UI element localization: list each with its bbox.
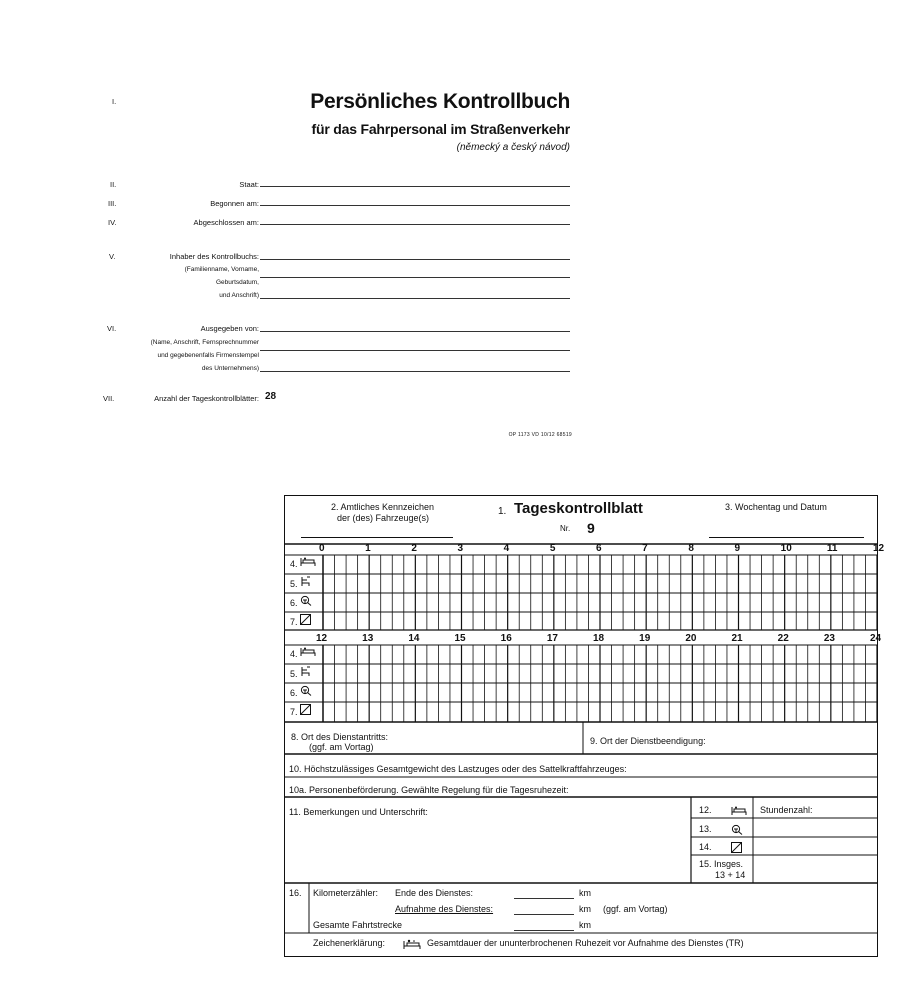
field-15-label: 15. Insges. — [699, 859, 744, 869]
roman-numeral: V. — [109, 252, 116, 261]
hour-label: 0 — [319, 543, 325, 554]
odometer-total-line[interactable] — [514, 930, 574, 931]
field-line-staat[interactable] — [260, 186, 570, 187]
row-number: 7. — [290, 617, 298, 627]
hour-label: 2 — [411, 543, 417, 554]
roman-numeral: VII. — [103, 394, 115, 403]
odometer-title: Kilometerzähler: — [313, 888, 379, 898]
row-number: 7. — [290, 707, 298, 717]
field-hint: (Familienname, Vorname, — [184, 266, 259, 273]
field-hint: und Anschrift) — [219, 292, 259, 299]
row-number: 6. — [290, 598, 298, 608]
field-hint: des Unternehmens) — [201, 365, 259, 372]
grid-row-label — [290, 557, 316, 569]
field-8-hint: (ggf. am Vortag) — [309, 742, 374, 752]
hour-label: 8 — [688, 543, 694, 554]
page-subtitle: für das Fahrpersonal im Straßenverkehr — [311, 121, 570, 137]
hour-label: 19 — [639, 633, 651, 644]
field-label-inhaber: Inhaber des Kontrollbuchs: — [169, 252, 259, 261]
page-title: Persönliches Kontrollbuch — [310, 90, 570, 113]
steering-wheel-icon — [298, 598, 313, 608]
hour-label: 21 — [731, 633, 743, 644]
bed-icon — [298, 649, 317, 659]
sheet-title: Tageskontrollblatt — [514, 500, 643, 517]
hours-count-label: Stundenzahl: — [760, 805, 813, 815]
hour-label: 18 — [593, 633, 605, 644]
roman-numeral: III. — [108, 199, 117, 208]
work-box-icon — [298, 707, 312, 717]
row-number: 4. — [290, 649, 298, 659]
hour-label: 12 — [873, 543, 885, 554]
hour-label: 9 — [734, 543, 741, 554]
field-line-inhaber[interactable] — [260, 277, 570, 278]
legend-label: Zeichenerklärung: — [313, 938, 386, 948]
odometer-prev-hint: (ggf. am Vortag) — [603, 904, 668, 914]
field-10a-label: 10a. Personenbeförderung. Gewählte Regelung für die Tagesruhezeit: — [289, 785, 569, 795]
nr-label: Nr. — [560, 524, 571, 533]
field-label-anzahl: Anzahl der Tageskontrollblätter: — [154, 394, 259, 403]
hour-label: 10 — [780, 543, 792, 554]
hour-label: 7 — [642, 543, 648, 554]
km-unit: km — [579, 920, 591, 930]
work-box-icon — [731, 840, 742, 858]
field-line-ausgegeben[interactable] — [260, 331, 570, 332]
plate-label-2: der (des) Fahrzeuge(s) — [337, 513, 430, 523]
steering-wheel-icon — [298, 688, 313, 698]
bed-icon — [403, 937, 421, 955]
grid-row-label — [290, 704, 311, 717]
bed-icon — [731, 803, 747, 821]
field-label-staat: Staat: — [239, 180, 259, 189]
language-note: (německý a český návod) — [456, 142, 570, 153]
hour-label: 12 — [316, 633, 328, 644]
plate-label: 2. Amtliches Kennzeichen — [331, 502, 435, 512]
hour-label: 20 — [685, 633, 697, 644]
chair-icon — [298, 669, 313, 679]
row-number: 6. — [290, 688, 298, 698]
hour-label: 24 — [870, 633, 882, 644]
daily-control-sheet — [284, 495, 885, 957]
km-unit: km — [579, 904, 591, 914]
odometer-end-line[interactable] — [514, 898, 574, 899]
row-number: 5. — [290, 579, 298, 589]
field-label-ausgegeben: Ausgegeben von: — [200, 324, 259, 333]
field-label-abgeschlossen: Abgeschlossen am: — [193, 218, 259, 227]
field-8-label: 8. Ort des Dienstantritts: — [291, 732, 389, 742]
print-code: OP 1173 VD 10/12 68519 — [508, 432, 572, 438]
hour-label: 14 — [408, 633, 420, 644]
field-hint: Geburtsdatum, — [216, 279, 259, 286]
hour-label: 16 — [500, 633, 512, 644]
chair-icon — [298, 579, 313, 589]
field-line-ausgegeben[interactable] — [260, 350, 570, 351]
grid-row-label — [290, 614, 311, 627]
work-box-icon — [298, 617, 312, 627]
hour-label: 23 — [823, 633, 835, 644]
roman-numeral: VI. — [107, 324, 117, 333]
hour-label: 13 — [362, 633, 374, 644]
hour-label: 4 — [503, 543, 510, 554]
hour-label: 15 — [454, 633, 466, 644]
legend-text: Gesamtdauer der ununterbrochenen Ruhezeit vor Aufnahme des Dienstes (TR) — [427, 938, 744, 948]
weekday-label: 3. Wochentag und Datum — [725, 502, 827, 512]
roman-numeral-i: I. — [112, 97, 117, 106]
grid-row-label — [290, 576, 312, 589]
hour-label: 1 — [365, 543, 371, 554]
bed-icon — [298, 559, 317, 569]
sheet-number: 9 — [587, 520, 595, 536]
hour-label: 11 — [826, 543, 838, 554]
grid-row-label — [290, 666, 312, 679]
sheet-count: 28 — [265, 391, 277, 402]
field-16-label: 16. — [289, 888, 302, 898]
odometer-start-label: Aufnahme des Dienstes: — [395, 904, 494, 914]
hour-label: 22 — [777, 633, 789, 644]
field-hint: (Name, Anschrift, Fernsprechnummer — [150, 339, 259, 346]
field-10-label: 10. Höchstzulässiges Gesamtgewicht des Lastzuges oder des Sattelkraftfahrzeuges: — [289, 764, 627, 774]
grid-row-label — [290, 595, 312, 608]
field-14-label: 14. — [699, 842, 712, 852]
field-label-begonnen: Begonnen am: — [210, 199, 259, 208]
hour-label: 6 — [596, 543, 602, 554]
roman-numeral: IV. — [108, 218, 117, 227]
hour-label: 3 — [457, 543, 464, 554]
field-hint: und gegebenenfalls Firmenstempel — [157, 352, 259, 359]
row-number: 5. — [290, 669, 298, 679]
hour-label: 17 — [546, 633, 558, 644]
grid-row-label — [290, 685, 312, 698]
field-line-begonnen[interactable] — [260, 205, 570, 206]
field-11-label: 11. Bemerkungen und Unterschrift: — [289, 807, 428, 817]
odometer-end-label: Ende des Dienstes: — [395, 888, 474, 898]
field-line-inhaber[interactable] — [260, 298, 570, 299]
hour-label: 5 — [549, 543, 556, 554]
steering-wheel-icon — [731, 822, 743, 840]
roman-numeral: II. — [110, 180, 117, 189]
field-12-label: 12. — [699, 805, 712, 815]
grid-row-label — [290, 647, 316, 659]
field-9-label: 9. Ort der Dienstbeendigung: — [590, 736, 706, 746]
time-grid — [285, 496, 877, 956]
field-line-ausgegeben[interactable] — [260, 371, 570, 372]
title-number: 1. — [498, 506, 507, 517]
field-15-hint: 13 + 14 — [715, 870, 746, 880]
field-13-label: 13. — [699, 824, 712, 834]
odometer-total-label: Gesamte Fahrtstrecke — [313, 920, 403, 930]
field-line-abgeschlossen[interactable] — [260, 224, 570, 225]
row-number: 4. — [290, 559, 298, 569]
odometer-start-line[interactable] — [514, 914, 574, 915]
field-line-inhaber[interactable] — [260, 259, 570, 260]
km-unit: km — [579, 888, 591, 898]
